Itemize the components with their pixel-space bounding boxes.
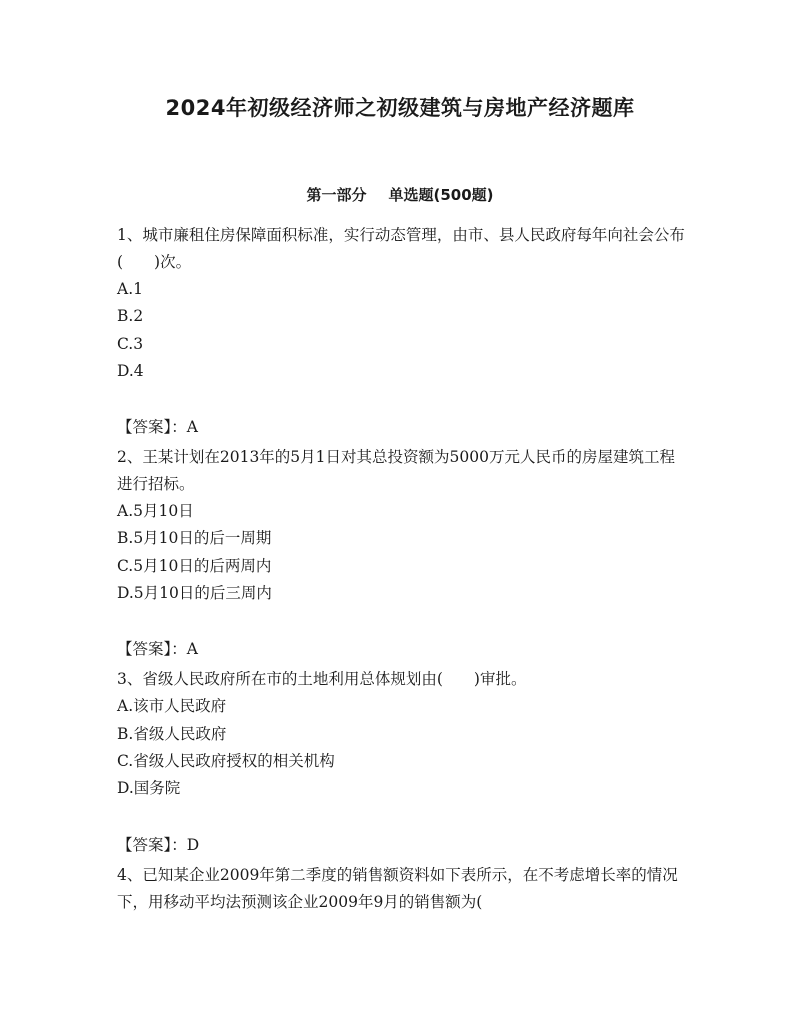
option-b: B.2: [117, 307, 144, 326]
option-a: A.5月10日: [117, 502, 194, 521]
option-c: C.5月10日的后两周内: [117, 556, 272, 575]
answer-line: [117, 832, 687, 859]
section-name: 单选题(500题): [388, 186, 494, 204]
option-b: B.5月10日的后一周期: [117, 529, 272, 548]
option-d: D.4: [117, 361, 144, 380]
answer-value: A: [186, 640, 198, 659]
answer-label: 【答案】：: [117, 835, 187, 854]
question-4: [117, 862, 687, 916]
document-title: 2024年初级经济师之初级建筑与房地产经济题库: [165, 96, 635, 120]
option-b: B.省级人民政府: [117, 724, 227, 743]
section-part: 第一部分: [306, 186, 367, 204]
answer-line: [117, 414, 687, 441]
answer-value: D: [186, 835, 200, 854]
question-stem: 4、已知某企业2009年第二季度的销售额资料如下表所示，在不考虑增长率的情况下，用移动平均法预测该企业2009年9月的销售额为(: [117, 865, 678, 911]
option-a: A.该市人民政府: [117, 697, 227, 716]
section-heading: [0, 184, 800, 205]
option-c: C.3: [117, 334, 144, 353]
option-d: D.5月10日的后三周内: [117, 584, 272, 603]
question-1: [117, 222, 687, 444]
question-list: [117, 222, 687, 916]
answer-label: 【答案】：: [117, 418, 187, 437]
answer-label: 【答案】：: [117, 640, 187, 659]
answer-line: [117, 636, 687, 663]
option-a: A.1: [117, 280, 143, 298]
question-stem: 2、王某计划在2013年的5月1日对其总投资额为5000万元人民币的房屋建筑工程进行招标。: [117, 448, 675, 494]
answer-value: A: [186, 418, 198, 437]
option-c: C.省级人民政府授权的相关机构: [117, 751, 335, 770]
question-2: [117, 444, 687, 666]
option-d: D.国务院: [117, 779, 181, 798]
question-stem: 1、城市廉租住房保障面积标准，实行动态管理，由市、县人民政府每年向社会公布( )次。: [117, 226, 685, 271]
question-stem: 3、省级人民政府所在市的土地利用总体规划由( )审批。: [117, 670, 527, 689]
question-3: [117, 666, 687, 861]
